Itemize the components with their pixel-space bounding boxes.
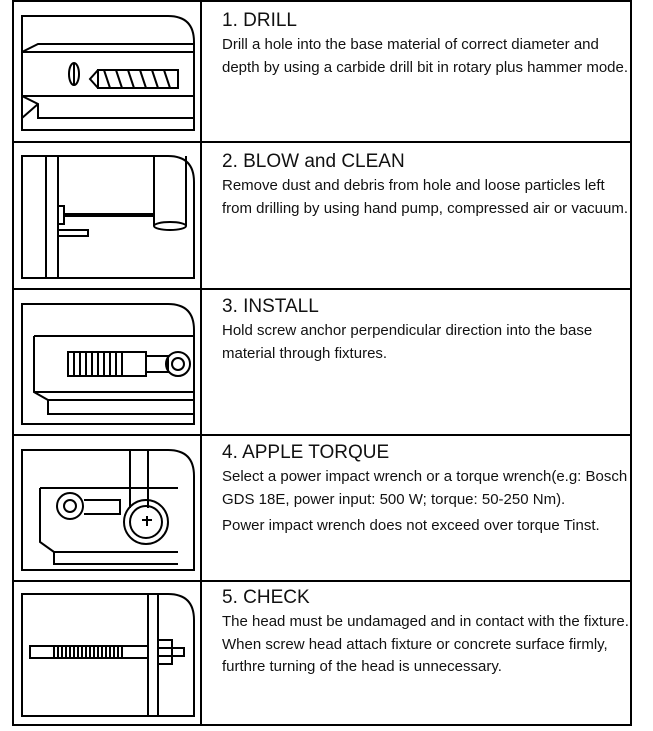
step-description: Remove dust and debris from hole and loose particles left from drilling by using hand pump, compressed air or vacuum.	[222, 177, 629, 217]
step-text-check	[222, 587, 632, 679]
step-text-blow-clean	[222, 151, 632, 220]
blow-clean-illustration	[18, 148, 196, 282]
step-description-note: Power impact wrench does not exceed over torque Tinst.	[222, 517, 600, 534]
step-row-blow-clean	[14, 143, 630, 288]
step-row-check	[14, 582, 630, 724]
step-description: Hold screw anchor perpendicular direction into the base material through fixtures.	[222, 322, 593, 362]
install-illustration	[18, 296, 196, 428]
step-description: Select a power impact wrench or a torque wrench(e.g: Bosch GDS 18E, power input: 500 W; torque: 50-250 Nm).	[222, 468, 628, 508]
step-row-torque	[14, 436, 630, 580]
drill-illustration	[18, 8, 196, 134]
step-title: 5. CHECK	[222, 587, 310, 608]
step-text-install	[222, 296, 632, 365]
step-text-drill	[222, 10, 632, 79]
torque-illustration	[18, 442, 196, 574]
step-description: The head must be undamaged and in contact with the fixture. When screw head attach fixture or concrete surface firmly, furthre turning of the head is unnecessary.	[222, 613, 629, 675]
installation-steps-table	[12, 0, 632, 726]
check-illustration	[18, 586, 196, 720]
step-row-install	[14, 290, 630, 434]
step-row-drill	[14, 2, 630, 140]
step-description: Drill a hole into the base material of correct diameter and depth by using a carbide drill bit in rotary plus hammer mode.	[222, 36, 629, 76]
step-text-torque	[222, 442, 632, 538]
step-title: 2. BLOW and CLEAN	[222, 151, 405, 172]
step-title: 1. DRILL	[222, 10, 297, 31]
step-title: 3. INSTALL	[222, 296, 319, 317]
step-title: 4. APPLE TORQUE	[222, 442, 390, 463]
